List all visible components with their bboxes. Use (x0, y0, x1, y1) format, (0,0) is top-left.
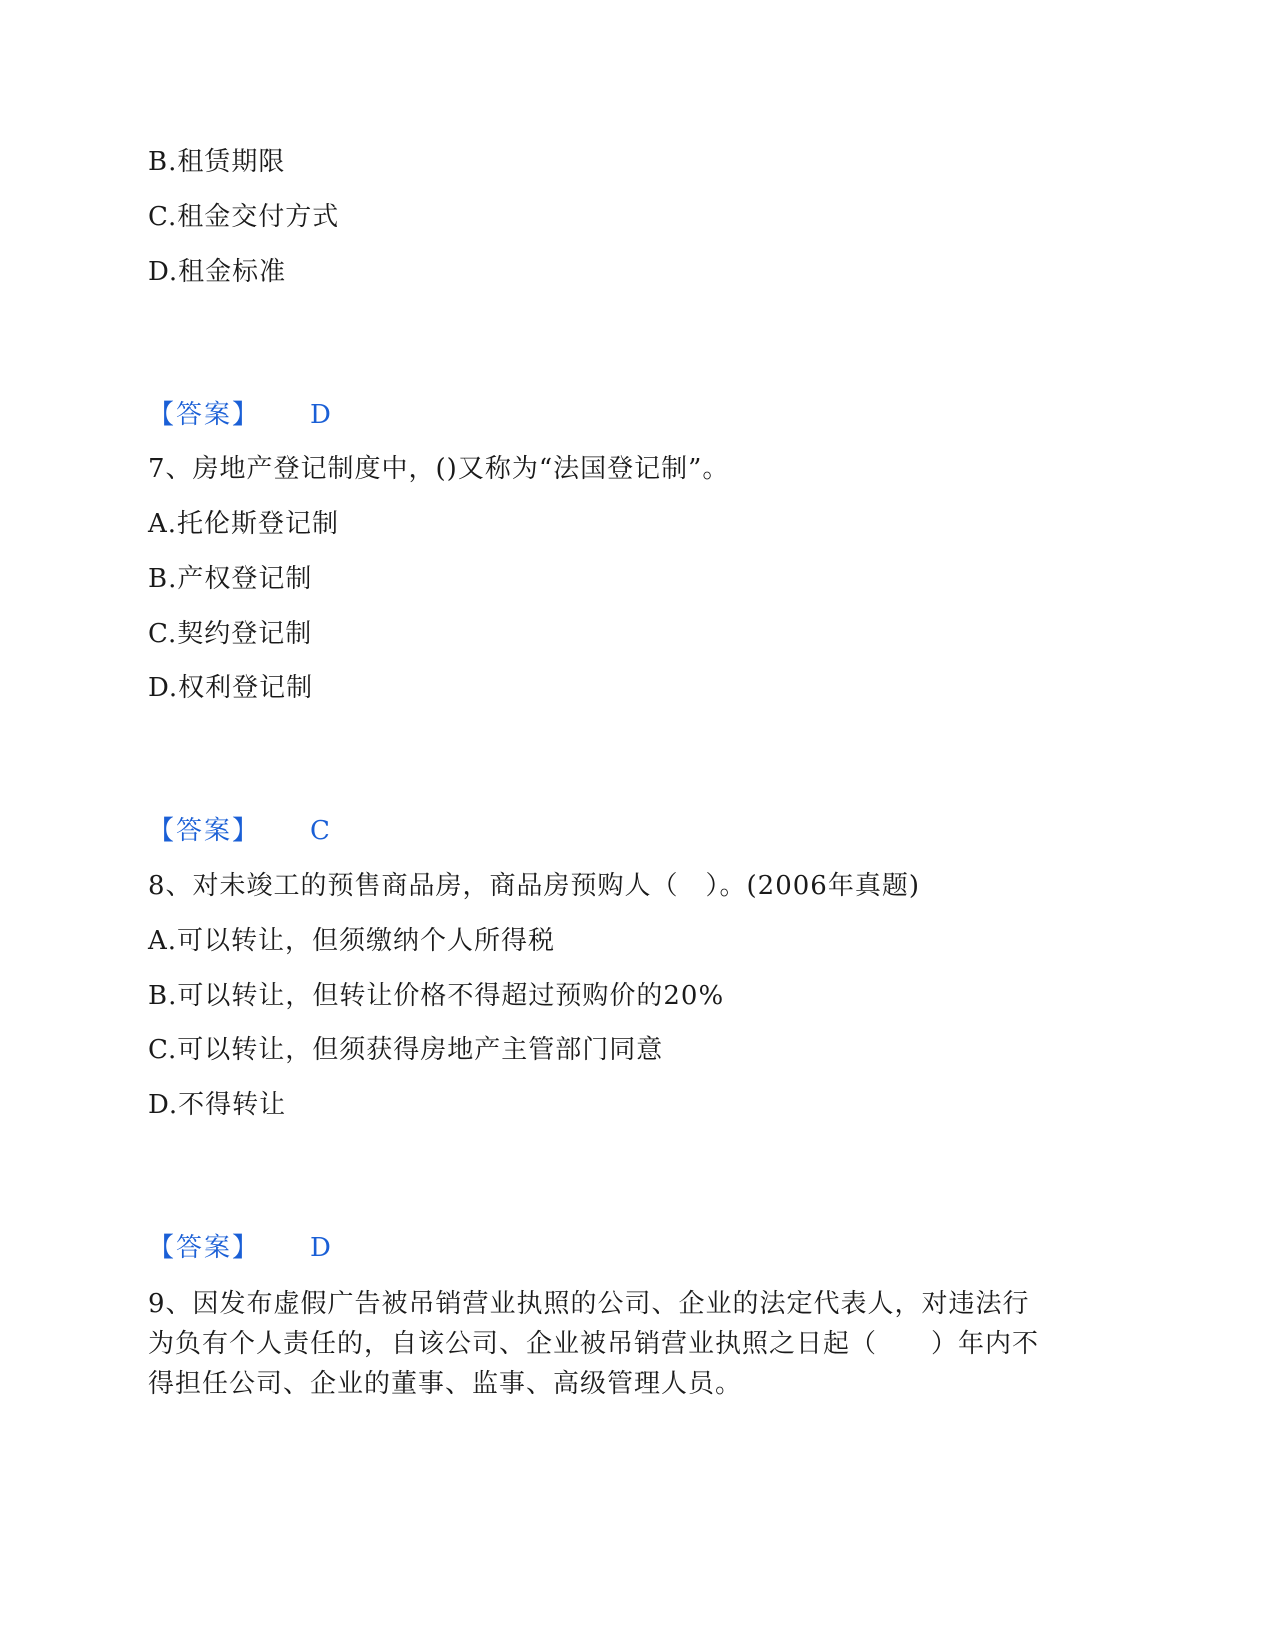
q7-answer (148, 814, 330, 848)
q9-question-line: 为负有个人责任的，自该公司、企业被吊销营业执照之日起（ ）年内不 (148, 1329, 1040, 1359)
q8-answer (148, 1231, 331, 1265)
q7-question: 7、房地产登记制度中，()又称为“法国登记制”。 (148, 454, 730, 484)
q6-option-b: B.租赁期限 (148, 147, 286, 177)
answer-value: D (310, 1233, 331, 1263)
q7-option-b: B.产权登记制 (148, 564, 313, 594)
q7-option-d: D.权利登记制 (148, 673, 314, 703)
q8-option-b: B.可以转让，但转让价格不得超过预购价的20% (148, 981, 725, 1011)
answer-label: 【答案】 (148, 400, 261, 430)
q6-option-c: C.租金交付方式 (148, 202, 340, 232)
answer-label: 【答案】 (148, 1233, 261, 1263)
q7-option-a: A.托伦斯登记制 (148, 509, 340, 539)
q8-option-a: A.可以转让，但须缴纳个人所得税 (148, 926, 556, 956)
q8-option-c: C.可以转让，但须获得房地产主管部门同意 (148, 1035, 664, 1065)
q9-question-line: 得担任公司、企业的董事、监事、高级管理人员。 (148, 1369, 743, 1399)
q6-option-d: D.租金标准 (148, 257, 287, 287)
answer-value: D (310, 400, 331, 430)
answer-label: 【答案】 (148, 816, 261, 846)
q7-option-c: C.契约登记制 (148, 619, 313, 649)
answer-value: C (310, 816, 330, 846)
q8-question: 8、对未竣工的预售商品房，商品房预购人（ ）。(2006年真题) (148, 871, 920, 901)
q9-question-line: 9、因发布虚假广告被吊销营业执照的公司、企业的法定代表人，对违法行 (148, 1289, 1030, 1319)
q6-answer (148, 398, 331, 432)
q8-option-d: D.不得转让 (148, 1090, 287, 1120)
q9-question (148, 1284, 1128, 1404)
